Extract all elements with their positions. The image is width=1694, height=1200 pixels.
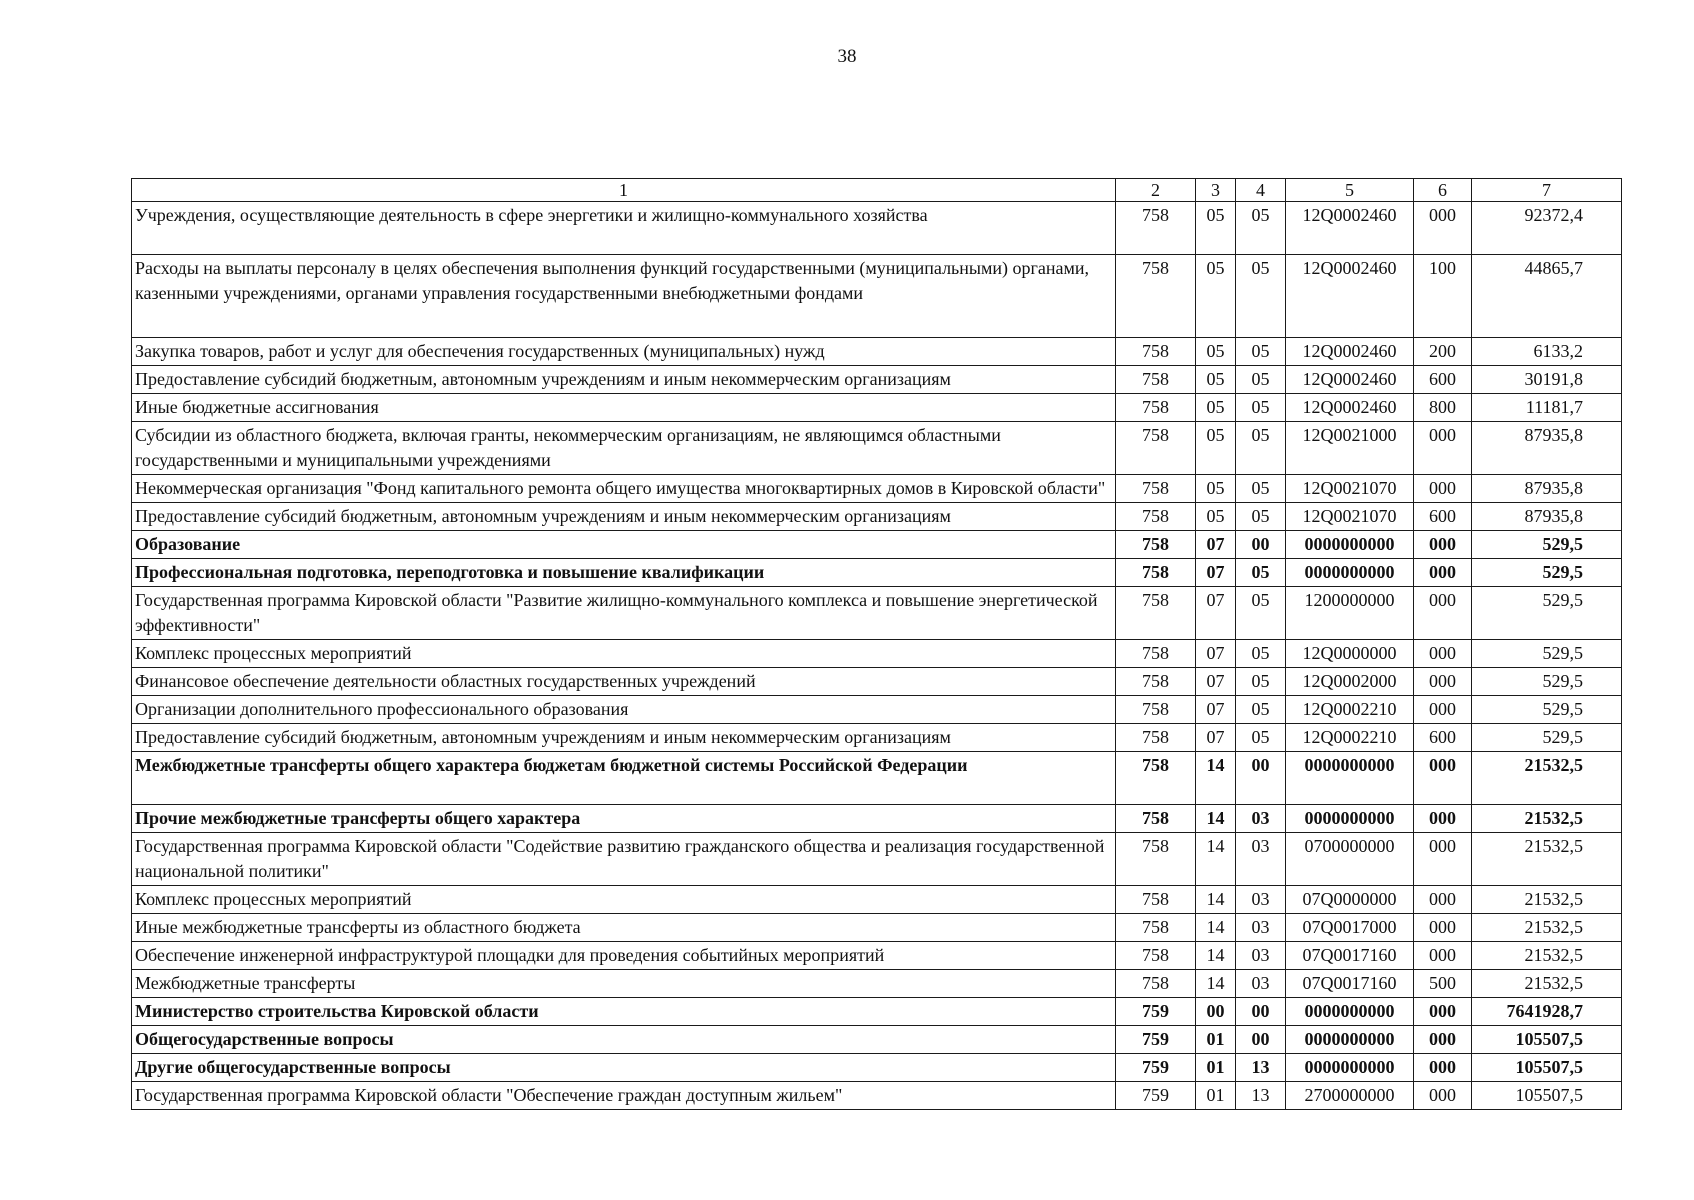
cell-target-article: 2700000000 bbox=[1286, 1082, 1414, 1110]
cell-expense-type: 600 bbox=[1414, 366, 1472, 394]
cell-amount: 529,5 bbox=[1472, 559, 1622, 587]
cell-expense-type: 000 bbox=[1414, 886, 1472, 914]
cell-subsection: 05 bbox=[1236, 394, 1286, 422]
cell-name: Государственная программа Кировской области "Развитие жилищно-коммунального комплекса и повышение энергетической эффективности" bbox=[132, 587, 1116, 640]
cell-amount: 11181,7 bbox=[1472, 394, 1622, 422]
cell-amount: 21532,5 bbox=[1472, 942, 1622, 970]
cell-section: 07 bbox=[1196, 696, 1236, 724]
cell-target-article: 0000000000 bbox=[1286, 531, 1414, 559]
cell-amount: 529,5 bbox=[1472, 696, 1622, 724]
cell-admin-code: 758 bbox=[1116, 886, 1196, 914]
table-row bbox=[132, 255, 1622, 338]
cell-admin-code: 758 bbox=[1116, 587, 1196, 640]
cell-section: 07 bbox=[1196, 531, 1236, 559]
cell-section: 01 bbox=[1196, 1082, 1236, 1110]
cell-target-article: 0000000000 bbox=[1286, 1026, 1414, 1054]
cell-expense-type: 000 bbox=[1414, 1082, 1472, 1110]
table-row bbox=[132, 202, 1622, 255]
table-row bbox=[132, 724, 1622, 752]
cell-name: Государственная программа Кировской области "Содействие развитию гражданского общества и реализация государственной национальной политики" bbox=[132, 833, 1116, 886]
cell-amount: 105507,5 bbox=[1472, 1054, 1622, 1082]
cell-admin-code: 758 bbox=[1116, 338, 1196, 366]
cell-amount: 21532,5 bbox=[1472, 914, 1622, 942]
cell-name: Предоставление субсидий бюджетным, автономным учреждениям и иным некоммерческим организациям bbox=[132, 503, 1116, 531]
cell-target-article: 07Q0017000 bbox=[1286, 914, 1414, 942]
table-row bbox=[132, 805, 1622, 833]
cell-target-article: 12Q0021070 bbox=[1286, 503, 1414, 531]
cell-amount: 87935,8 bbox=[1472, 503, 1622, 531]
cell-section: 05 bbox=[1196, 394, 1236, 422]
table-row bbox=[132, 886, 1622, 914]
cell-expense-type: 600 bbox=[1414, 724, 1472, 752]
cell-section: 00 bbox=[1196, 998, 1236, 1026]
cell-subsection: 03 bbox=[1236, 886, 1286, 914]
cell-name: Обеспечение инженерной инфраструктурой площадки для проведения событийных мероприятий bbox=[132, 942, 1116, 970]
cell-amount: 21532,5 bbox=[1472, 970, 1622, 998]
cell-section: 14 bbox=[1196, 914, 1236, 942]
table-row bbox=[132, 998, 1622, 1026]
col-header-7: 7 bbox=[1472, 179, 1622, 202]
cell-subsection: 05 bbox=[1236, 475, 1286, 503]
cell-expense-type: 000 bbox=[1414, 422, 1472, 475]
cell-target-article: 0000000000 bbox=[1286, 559, 1414, 587]
cell-subsection: 03 bbox=[1236, 942, 1286, 970]
cell-admin-code: 758 bbox=[1116, 503, 1196, 531]
cell-amount: 30191,8 bbox=[1472, 366, 1622, 394]
cell-expense-type: 000 bbox=[1414, 942, 1472, 970]
cell-expense-type: 000 bbox=[1414, 531, 1472, 559]
cell-section: 07 bbox=[1196, 668, 1236, 696]
cell-subsection: 05 bbox=[1236, 640, 1286, 668]
cell-expense-type: 000 bbox=[1414, 998, 1472, 1026]
cell-subsection: 05 bbox=[1236, 422, 1286, 475]
cell-expense-type: 000 bbox=[1414, 914, 1472, 942]
table-row bbox=[132, 668, 1622, 696]
cell-subsection: 13 bbox=[1236, 1054, 1286, 1082]
cell-admin-code: 758 bbox=[1116, 531, 1196, 559]
cell-subsection: 03 bbox=[1236, 805, 1286, 833]
header-row bbox=[132, 179, 1622, 202]
cell-expense-type: 000 bbox=[1414, 696, 1472, 724]
cell-section: 05 bbox=[1196, 255, 1236, 338]
table-row bbox=[132, 640, 1622, 668]
cell-target-article: 12Q0000000 bbox=[1286, 640, 1414, 668]
table-row bbox=[132, 970, 1622, 998]
table-row bbox=[132, 1082, 1622, 1110]
cell-amount: 92372,4 bbox=[1472, 202, 1622, 255]
cell-section: 05 bbox=[1196, 503, 1236, 531]
cell-name: Комплекс процессных мероприятий bbox=[132, 640, 1116, 668]
cell-expense-type: 100 bbox=[1414, 255, 1472, 338]
cell-name: Образование bbox=[132, 531, 1116, 559]
budget-table bbox=[131, 178, 1622, 1110]
table-row bbox=[132, 587, 1622, 640]
cell-admin-code: 758 bbox=[1116, 640, 1196, 668]
cell-amount: 529,5 bbox=[1472, 640, 1622, 668]
cell-admin-code: 758 bbox=[1116, 752, 1196, 805]
cell-section: 07 bbox=[1196, 559, 1236, 587]
cell-admin-code: 758 bbox=[1116, 914, 1196, 942]
cell-target-article: 0000000000 bbox=[1286, 805, 1414, 833]
cell-target-article: 07Q0000000 bbox=[1286, 886, 1414, 914]
cell-subsection: 03 bbox=[1236, 914, 1286, 942]
table-row bbox=[132, 531, 1622, 559]
cell-amount: 7641928,7 bbox=[1472, 998, 1622, 1026]
col-header-4: 4 bbox=[1236, 179, 1286, 202]
cell-target-article: 0000000000 bbox=[1286, 1054, 1414, 1082]
cell-admin-code: 758 bbox=[1116, 202, 1196, 255]
cell-name: Финансовое обеспечение деятельности областных государственных учреждений bbox=[132, 668, 1116, 696]
cell-admin-code: 758 bbox=[1116, 475, 1196, 503]
cell-name: Закупка товаров, работ и услуг для обеспечения государственных (муниципальных) нужд bbox=[132, 338, 1116, 366]
cell-expense-type: 000 bbox=[1414, 1054, 1472, 1082]
cell-name: Государственная программа Кировской области "Обеспечение граждан доступным жильем" bbox=[132, 1082, 1116, 1110]
cell-amount: 529,5 bbox=[1472, 724, 1622, 752]
cell-target-article: 12Q0002460 bbox=[1286, 202, 1414, 255]
cell-amount: 21532,5 bbox=[1472, 886, 1622, 914]
cell-admin-code: 758 bbox=[1116, 559, 1196, 587]
cell-section: 05 bbox=[1196, 366, 1236, 394]
cell-name: Министерство строительства Кировской области bbox=[132, 998, 1116, 1026]
cell-name: Межбюджетные трансферты bbox=[132, 970, 1116, 998]
table-row bbox=[132, 942, 1622, 970]
cell-subsection: 00 bbox=[1236, 531, 1286, 559]
cell-name: Предоставление субсидий бюджетным, автономным учреждениям и иным некоммерческим организациям bbox=[132, 366, 1116, 394]
cell-section: 01 bbox=[1196, 1054, 1236, 1082]
cell-section: 14 bbox=[1196, 942, 1236, 970]
cell-admin-code: 758 bbox=[1116, 422, 1196, 475]
table-row bbox=[132, 559, 1622, 587]
cell-section: 05 bbox=[1196, 338, 1236, 366]
cell-admin-code: 759 bbox=[1116, 1054, 1196, 1082]
cell-admin-code: 758 bbox=[1116, 724, 1196, 752]
cell-admin-code: 758 bbox=[1116, 833, 1196, 886]
table-row bbox=[132, 833, 1622, 886]
cell-section: 14 bbox=[1196, 833, 1236, 886]
cell-name: Иные бюджетные ассигнования bbox=[132, 394, 1116, 422]
cell-name: Комплекс процессных мероприятий bbox=[132, 886, 1116, 914]
cell-expense-type: 000 bbox=[1414, 668, 1472, 696]
cell-expense-type: 000 bbox=[1414, 475, 1472, 503]
table-row bbox=[132, 752, 1622, 805]
cell-target-article: 12Q0002210 bbox=[1286, 724, 1414, 752]
cell-amount: 44865,7 bbox=[1472, 255, 1622, 338]
cell-admin-code: 758 bbox=[1116, 255, 1196, 338]
cell-name: Некоммерческая организация "Фонд капитального ремонта общего имущества многоквартирных домов в Кировской области" bbox=[132, 475, 1116, 503]
cell-expense-type: 000 bbox=[1414, 587, 1472, 640]
col-header-3: 3 bbox=[1196, 179, 1236, 202]
cell-name: Профессиональная подготовка, переподготовка и повышение квалификации bbox=[132, 559, 1116, 587]
cell-subsection: 05 bbox=[1236, 696, 1286, 724]
cell-subsection: 05 bbox=[1236, 559, 1286, 587]
cell-subsection: 00 bbox=[1236, 998, 1286, 1026]
col-header-1: 1 bbox=[132, 179, 1116, 202]
cell-expense-type: 200 bbox=[1414, 338, 1472, 366]
cell-target-article: 12Q0002210 bbox=[1286, 696, 1414, 724]
cell-target-article: 0000000000 bbox=[1286, 752, 1414, 805]
cell-subsection: 00 bbox=[1236, 752, 1286, 805]
cell-expense-type: 500 bbox=[1414, 970, 1472, 998]
cell-amount: 529,5 bbox=[1472, 668, 1622, 696]
cell-admin-code: 758 bbox=[1116, 668, 1196, 696]
cell-subsection: 05 bbox=[1236, 202, 1286, 255]
cell-section: 14 bbox=[1196, 805, 1236, 833]
table-row bbox=[132, 1026, 1622, 1054]
cell-section: 07 bbox=[1196, 640, 1236, 668]
cell-name: Организации дополнительного профессионального образования bbox=[132, 696, 1116, 724]
cell-name: Предоставление субсидий бюджетным, автономным учреждениям и иным некоммерческим организациям bbox=[132, 724, 1116, 752]
cell-subsection: 00 bbox=[1236, 1026, 1286, 1054]
cell-expense-type: 000 bbox=[1414, 833, 1472, 886]
cell-subsection: 05 bbox=[1236, 503, 1286, 531]
cell-admin-code: 758 bbox=[1116, 394, 1196, 422]
cell-name: Иные межбюджетные трансферты из областного бюджета bbox=[132, 914, 1116, 942]
cell-subsection: 05 bbox=[1236, 724, 1286, 752]
table-row bbox=[132, 503, 1622, 531]
cell-amount: 6133,2 bbox=[1472, 338, 1622, 366]
cell-amount: 21532,5 bbox=[1472, 805, 1622, 833]
cell-expense-type: 000 bbox=[1414, 805, 1472, 833]
cell-admin-code: 758 bbox=[1116, 942, 1196, 970]
cell-admin-code: 758 bbox=[1116, 805, 1196, 833]
cell-expense-type: 800 bbox=[1414, 394, 1472, 422]
cell-target-article: 12Q0002460 bbox=[1286, 338, 1414, 366]
cell-expense-type: 600 bbox=[1414, 503, 1472, 531]
col-header-5: 5 bbox=[1286, 179, 1414, 202]
cell-expense-type: 000 bbox=[1414, 640, 1472, 668]
cell-section: 14 bbox=[1196, 886, 1236, 914]
cell-section: 14 bbox=[1196, 970, 1236, 998]
cell-admin-code: 758 bbox=[1116, 970, 1196, 998]
cell-name: Учреждения, осуществляющие деятельность в сфере энергетики и жилищно-коммунального хозяйства bbox=[132, 202, 1116, 255]
table-body bbox=[132, 202, 1622, 1110]
cell-admin-code: 758 bbox=[1116, 366, 1196, 394]
cell-admin-code: 758 bbox=[1116, 696, 1196, 724]
table-row bbox=[132, 422, 1622, 475]
cell-target-article: 0700000000 bbox=[1286, 833, 1414, 886]
cell-expense-type: 000 bbox=[1414, 752, 1472, 805]
cell-amount: 105507,5 bbox=[1472, 1082, 1622, 1110]
cell-amount: 105507,5 bbox=[1472, 1026, 1622, 1054]
table-row bbox=[132, 394, 1622, 422]
cell-target-article: 12Q0021000 bbox=[1286, 422, 1414, 475]
cell-subsection: 05 bbox=[1236, 668, 1286, 696]
page-number: 38 bbox=[837, 46, 857, 67]
cell-target-article: 0000000000 bbox=[1286, 998, 1414, 1026]
cell-target-article: 07Q0017160 bbox=[1286, 942, 1414, 970]
table-row bbox=[132, 696, 1622, 724]
cell-amount: 87935,8 bbox=[1472, 475, 1622, 503]
cell-admin-code: 759 bbox=[1116, 1026, 1196, 1054]
cell-amount: 21532,5 bbox=[1472, 752, 1622, 805]
cell-amount: 529,5 bbox=[1472, 587, 1622, 640]
cell-subsection: 05 bbox=[1236, 587, 1286, 640]
cell-section: 05 bbox=[1196, 475, 1236, 503]
table-row bbox=[132, 475, 1622, 503]
cell-name: Расходы на выплаты персоналу в целях обеспечения выполнения функций государственными (муниципальными) органами, казенными учреждениями, органами управления государственными внебюджетными фондами bbox=[132, 255, 1116, 338]
cell-admin-code: 759 bbox=[1116, 998, 1196, 1026]
table-row bbox=[132, 338, 1622, 366]
cell-subsection: 03 bbox=[1236, 833, 1286, 886]
cell-section: 05 bbox=[1196, 202, 1236, 255]
cell-target-article: 12Q0002460 bbox=[1286, 394, 1414, 422]
cell-subsection: 05 bbox=[1236, 255, 1286, 338]
cell-amount: 87935,8 bbox=[1472, 422, 1622, 475]
cell-section: 14 bbox=[1196, 752, 1236, 805]
table-row bbox=[132, 914, 1622, 942]
cell-subsection: 05 bbox=[1236, 338, 1286, 366]
cell-subsection: 05 bbox=[1236, 366, 1286, 394]
cell-name: Общегосударственные вопросы bbox=[132, 1026, 1116, 1054]
table-row bbox=[132, 366, 1622, 394]
cell-expense-type: 000 bbox=[1414, 202, 1472, 255]
cell-amount: 21532,5 bbox=[1472, 833, 1622, 886]
cell-section: 07 bbox=[1196, 587, 1236, 640]
cell-subsection: 03 bbox=[1236, 970, 1286, 998]
cell-target-article: 12Q0021070 bbox=[1286, 475, 1414, 503]
cell-target-article: 12Q0002000 bbox=[1286, 668, 1414, 696]
col-header-2: 2 bbox=[1116, 179, 1196, 202]
cell-section: 07 bbox=[1196, 724, 1236, 752]
cell-section: 05 bbox=[1196, 422, 1236, 475]
cell-target-article: 1200000000 bbox=[1286, 587, 1414, 640]
cell-name: Межбюджетные трансферты общего характера бюджетам бюджетной системы Российской Федерации bbox=[132, 752, 1116, 805]
cell-target-article: 07Q0017160 bbox=[1286, 970, 1414, 998]
cell-name: Прочие межбюджетные трансферты общего характера bbox=[132, 805, 1116, 833]
cell-admin-code: 759 bbox=[1116, 1082, 1196, 1110]
table-row bbox=[132, 1054, 1622, 1082]
cell-target-article: 12Q0002460 bbox=[1286, 255, 1414, 338]
cell-section: 01 bbox=[1196, 1026, 1236, 1054]
col-header-6: 6 bbox=[1414, 179, 1472, 202]
cell-expense-type: 000 bbox=[1414, 1026, 1472, 1054]
cell-name: Другие общегосударственные вопросы bbox=[132, 1054, 1116, 1082]
cell-expense-type: 000 bbox=[1414, 559, 1472, 587]
cell-name: Субсидии из областного бюджета, включая гранты, некоммерческим организациям, не являющимся областными государственными и муниципальными учреждениями bbox=[132, 422, 1116, 475]
cell-subsection: 13 bbox=[1236, 1082, 1286, 1110]
cell-amount: 529,5 bbox=[1472, 531, 1622, 559]
cell-target-article: 12Q0002460 bbox=[1286, 366, 1414, 394]
